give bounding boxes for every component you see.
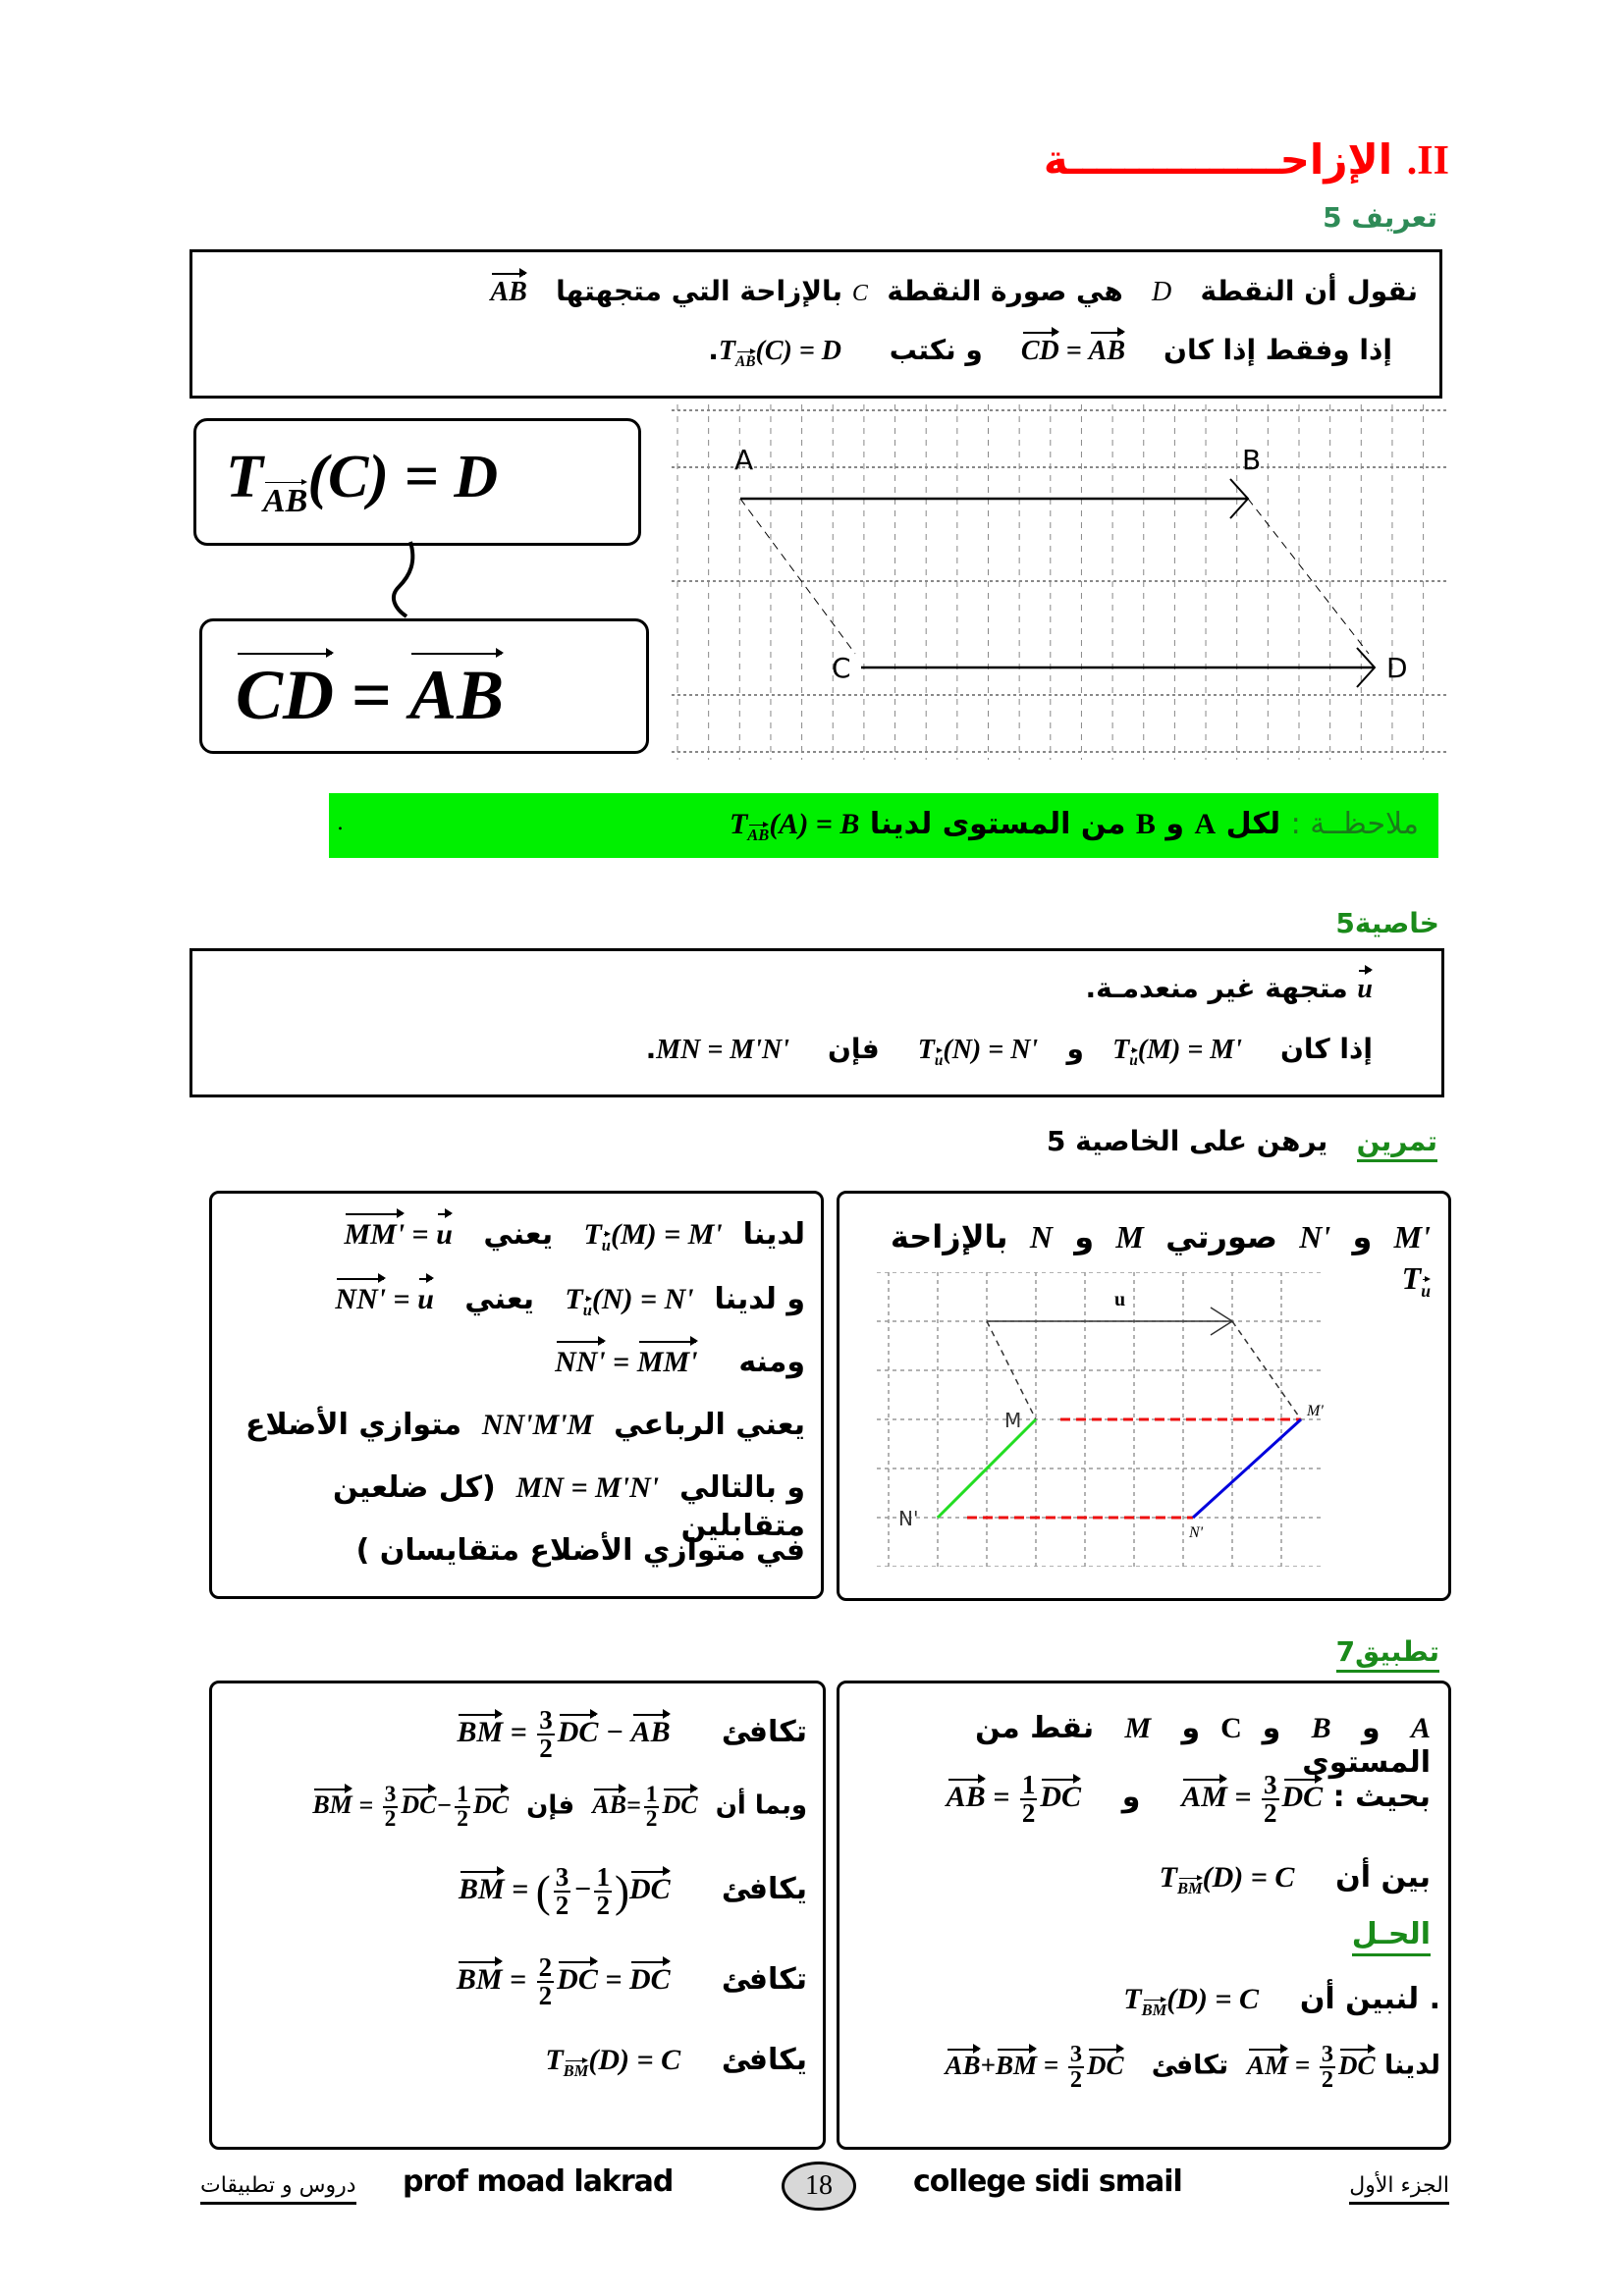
proof-line-3: ومنه NN' = MM' <box>555 1345 805 1379</box>
note-formula: $T_{AB}(A) = B$ <box>729 808 860 845</box>
section-number: II. <box>1406 138 1449 184</box>
application-heading: تطبيق7 <box>1336 1635 1439 1673</box>
text: إذا كان <box>1279 1033 1373 1065</box>
statement-line-4: . لنبين أن $T_{BM}(D) = C$ <box>1123 1982 1440 2020</box>
property-line-1 <box>1086 971 1373 1007</box>
footer-volume: الجزء الأول <box>1349 2173 1449 2205</box>
formula-box-vector-equality <box>199 618 649 754</box>
segment-BD <box>1248 499 1369 654</box>
formula-vector-equality: CD = AB <box>236 656 505 734</box>
note-bar <box>329 793 1438 858</box>
solution-line-1: تكافئ BM = $\frac{3}{2}$ DC − AB <box>457 1705 807 1763</box>
exercise-text: يرهن على الخاصية 5 <box>1046 1125 1328 1157</box>
vector-u-label: u <box>1114 1289 1126 1310</box>
proof-line-1: لدينا $T_u(M) = M'$ يعني MM' = u <box>344 1217 805 1255</box>
note-text <box>730 807 1419 845</box>
equivalence-connector <box>383 540 432 618</box>
formula-result: MN = M'N' <box>656 1035 789 1065</box>
label-N: N' <box>898 1507 919 1530</box>
point-D: D <box>1152 277 1172 307</box>
definition-heading: تعريف 5 <box>1323 201 1437 234</box>
footer-author: prof moad lakrad <box>403 2164 674 2199</box>
formula-TuN: $T_u(N) = N'$ <box>918 1033 1039 1071</box>
text: لكل <box>1225 807 1281 841</box>
property-line-2 <box>646 1032 1373 1071</box>
point-B: B <box>1135 808 1156 840</box>
point-C: C <box>851 281 868 306</box>
proof-line-2: و لدينا $T_u(N) = N'$ يعني NN' = u <box>335 1282 805 1320</box>
dot: . <box>708 334 719 366</box>
note-label: ملاحظــة : <box>1290 807 1419 841</box>
exercise-figure-caption: M' و N' صورتي M و N بالإزاحة $T_u$ <box>890 1218 1431 1301</box>
text: فإن <box>827 1033 880 1065</box>
guide-right <box>1232 1321 1301 1419</box>
text: بالإزاحة التي متجهتها <box>556 275 843 307</box>
proof-line-5: و بالتالي MN = M'N' (كل ضلعين متقابلين <box>332 1470 805 1543</box>
solution-line-5: يكافئ $T_{BM}(D) = C$ <box>545 2043 807 2081</box>
formula-box-translation <box>193 418 641 546</box>
vector-AB: AB <box>490 275 526 310</box>
point-A: A <box>1194 808 1217 840</box>
point-label-A: A <box>734 444 754 476</box>
text: هي صورة النقطة <box>887 275 1123 307</box>
definition-box <box>189 249 1442 399</box>
solution-line-4: تكافئ BM = $\frac{2}{2}$ DC = DC <box>456 1952 807 2010</box>
statement-line-2: بحيث : AM = $\frac{3}{2}$ DC و AB = $\frac{1}{2}$ DC <box>946 1770 1431 1828</box>
point-label-C: C <box>832 652 851 684</box>
definition-line-2: إذا وفقط إذا كان CD = AB و نكتب $T_{AB}(C) = D$. <box>708 333 1392 372</box>
exercise-figure <box>877 1272 1325 1567</box>
exercise-proof-box <box>209 1191 824 1599</box>
translation-formula: $T_{AB}(C) = D$ <box>719 334 841 372</box>
label-Mp: M' <box>1307 1403 1324 1419</box>
statement-line-1: A و B و C و M نقط من المستوى <box>975 1711 1431 1780</box>
exercise-heading <box>1047 1125 1437 1157</box>
formula-TuM: $T_u(M) = M'$ <box>1112 1033 1242 1071</box>
application-statement-box <box>837 1681 1451 2150</box>
vector-CD: CD <box>236 656 335 734</box>
section-title <box>1044 135 1449 185</box>
exercise-label: تمرين <box>1357 1125 1437 1162</box>
text: متجهة غير منعدمـة. <box>1085 972 1348 1004</box>
footer-type <box>200 2169 356 2199</box>
segment-AC <box>740 499 855 654</box>
solution-line-3: يكافئ BM = ( $\frac{3}{2}$ − $\frac{1}{2}$ )DC <box>458 1862 807 1920</box>
label-M: M <box>1004 1409 1022 1432</box>
solution-line-2: وبما أن AB= $\frac{1}{2}$ DC فإن BM = $\frac{3}{2}$ DC− $\frac{1}{2}$ DC <box>312 1782 807 1833</box>
proof-line-4: يعني الرباعي NN'M'M متوازي الأضلاع <box>245 1408 805 1442</box>
page-number: 18 <box>782 2162 856 2211</box>
statement-line-5: لدينا AM = $\frac{3}{2}$ DC تكافئ AB+BM = $\frac{3}{2}$ DC <box>945 2041 1440 2094</box>
property-box <box>189 948 1444 1097</box>
point-label-D: D <box>1386 652 1408 684</box>
formula-translation: $T_{AB}(C) = D$ <box>226 444 499 520</box>
footer-type-text: دروس و تطبيقات <box>200 2173 356 2205</box>
text: نقول أن النقطة <box>1200 275 1418 307</box>
vector-u: u <box>1357 972 1373 1007</box>
label-Np: N' <box>1189 1524 1204 1541</box>
vector-AB: AB <box>1089 334 1125 369</box>
text: و نكتب <box>889 334 983 366</box>
footer-school: college sidi smail <box>913 2164 1182 2199</box>
proof-line-6: في متوازي الأضلاع متقايسان ) <box>355 1533 805 1568</box>
point-label-B: B <box>1242 444 1262 476</box>
vector-AB: AB <box>409 656 505 734</box>
translation-figure <box>672 404 1447 760</box>
application-solution-box <box>209 1681 826 2150</box>
text: من المستوى لدينا <box>869 807 1126 841</box>
text: إذا وفقط إذا كان <box>1164 334 1392 366</box>
solution-heading: الحـل <box>1352 1917 1431 1951</box>
section-title-text: الإزاحـــــــــــــــة <box>1043 135 1393 184</box>
statement-line-3: بين أن $T_{BM}(D) = C$ <box>1159 1860 1431 1898</box>
property-heading: خاصية5 <box>1335 907 1439 939</box>
definition-line-1 <box>490 274 1418 310</box>
dot: . <box>645 1033 657 1065</box>
vector-CD: CD <box>1021 334 1059 369</box>
exercise-figure-box <box>837 1191 1451 1601</box>
footer-part <box>1349 2169 1449 2199</box>
text: و <box>1066 1033 1084 1065</box>
text: و <box>1165 807 1185 841</box>
note-dot: . <box>337 811 344 835</box>
